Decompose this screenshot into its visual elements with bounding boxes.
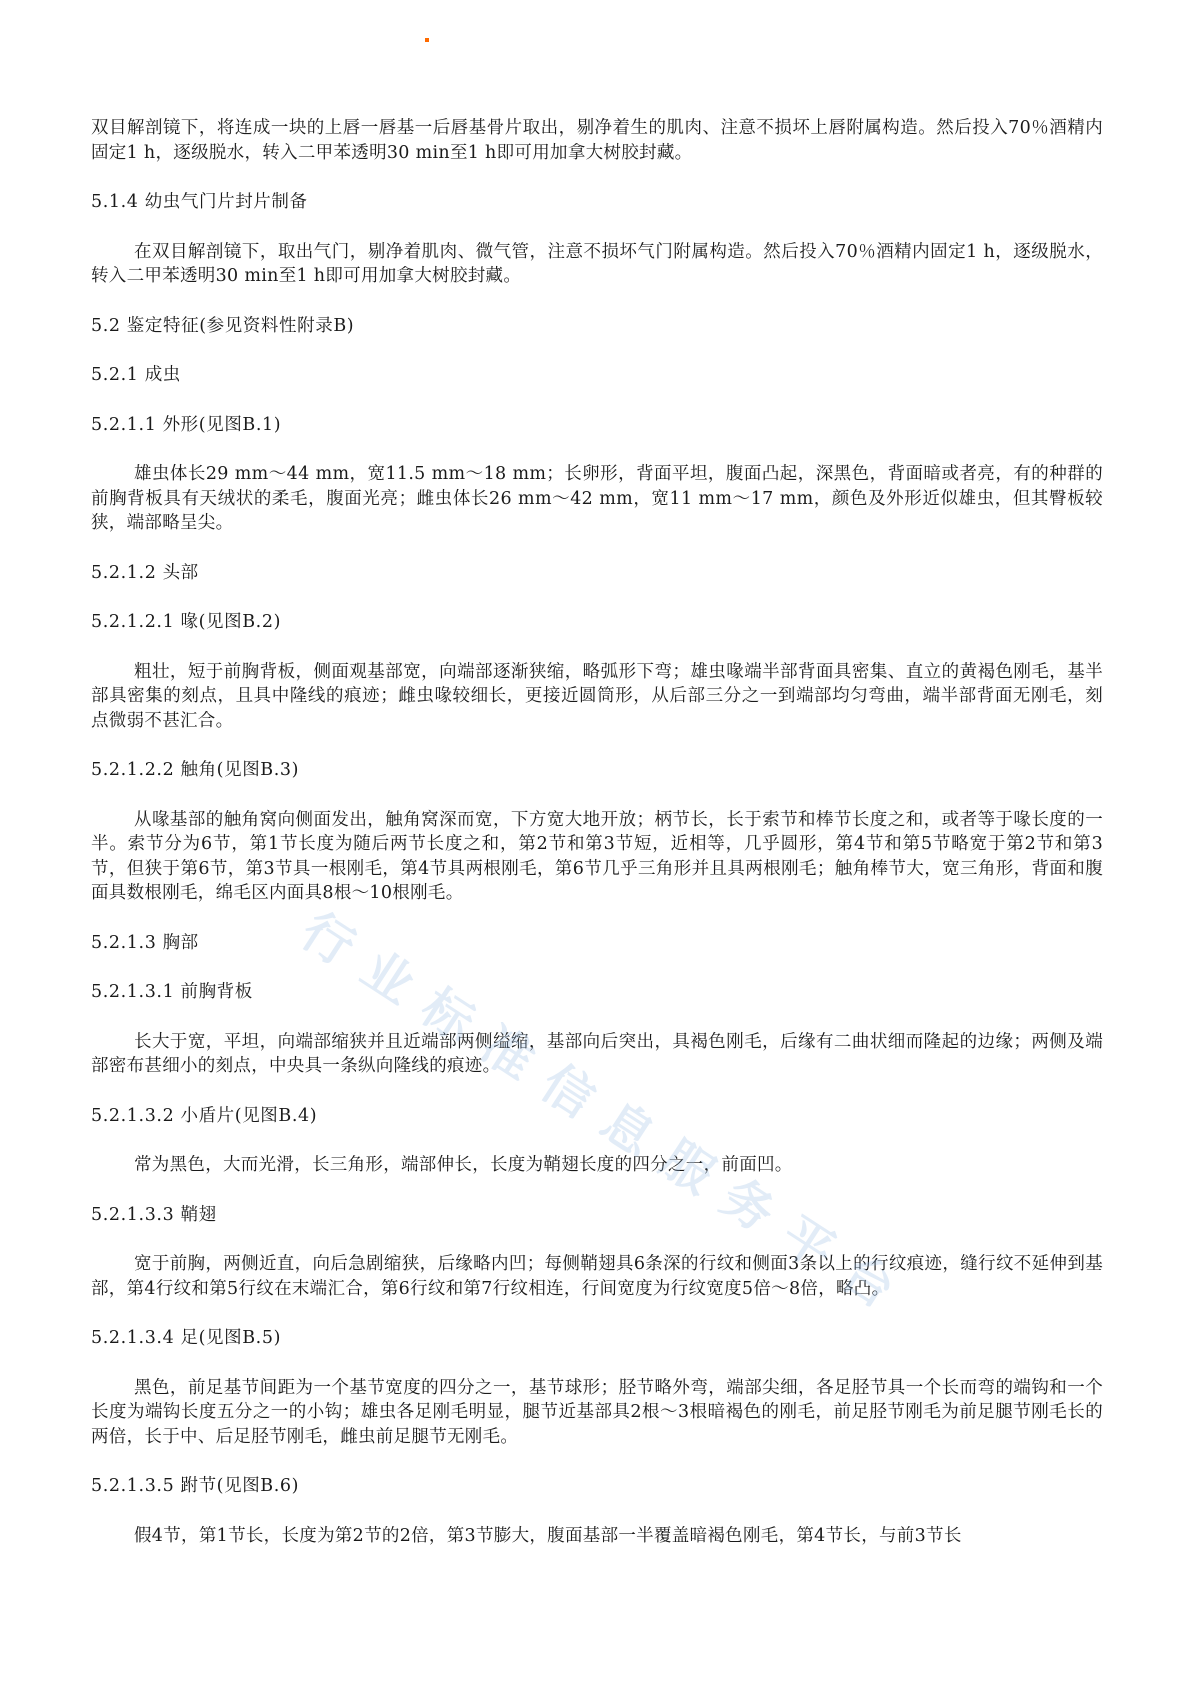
- section-heading: 5.2 鉴定特征(参见资料性附录B): [91, 315, 355, 336]
- section-heading: 5.2.1.3.1 前胸背板: [91, 982, 253, 1002]
- watermark-char: 服: [651, 1129, 725, 1206]
- section-heading: 5.2.1.2.2 触角(见图B.3): [91, 760, 300, 780]
- watermark-char: 台: [831, 1243, 905, 1320]
- body-paragraph: 在双目解剖镜下，取出气门，剔净着肌肉、微气管，注意不损坏气门附属构造。然后投入70％酒精内固定1 h，逐级脱水，转入二甲苯透明30 min至1 h即可用加拿大树胶封藏。: [91, 241, 1103, 286]
- section-heading: 5.2.1.2.1 喙(见图B.2): [91, 612, 281, 632]
- watermark-char: 务: [711, 1167, 785, 1244]
- body-paragraph: 双目解剖镜下，将连成一块的上唇一唇基一后唇基骨片取出，剔净着生的肌肉、注意不损坏上唇附属构造。然后投入70％酒精内固定1 h，逐级脱水，转入二甲苯透明30 min至1 h即可用加拿大树胶封藏。: [91, 118, 1103, 163]
- section-heading: 5.2.1.1 外形(见图B.1): [91, 414, 282, 435]
- section-heading: 5.2.1.3 胸部: [91, 932, 199, 953]
- watermark-char: 息: [591, 1091, 665, 1168]
- document-body: [91, 116, 1103, 1573]
- orange-dot-marker: [425, 38, 429, 42]
- body-paragraph: 黑色，前足基节间距为一个基节宽度的四分之一，基节球形；胫节略外弯，端部尖细，各足胫节具一个长而弯的端钩和一个长度为端钩长度五分之一的小钩；雄虫各足刚毛明显，腿节近基部具2根～3根暗褐色的刚毛，前足胫节刚毛为前足腿节刚毛长的两倍，长于中、后足胫节刚毛，雌虫前足腿节无刚毛。: [91, 1377, 1103, 1447]
- body-paragraph: 雄虫体长29 mm～44 mm，宽11.5 mm～18 mm；长卵形，背面平坦，腹面凸起，深黑色，背面暗或者亮，有的种群的前胸背板具有天绒状的柔毛，腹面光亮；雌虫体长26 mm～42 mm，宽11 mm～17 mm，颜色及外形近似雄虫，但其臀板较狭，端部略呈尖。: [91, 464, 1103, 533]
- body-paragraph: 从喙基部的触角窝向侧面发出，触角窝深而宽，下方宽大地开放；柄节长，长于索节和棒节长度之和，或者等于喙长度的一半。索节分为6节，第1节长度为随后两节长度之和，第2节和第3节短，近相等，几乎圆形，第4节和第5节略宽于第2节和第3节，但狭于第6节，第3节具一根刚毛，第4节具两根刚毛，第6节几乎三角形并且具两根刚毛；触角棒节大，宽三角形，背面和腹面具数根刚毛，绵毛区内面具8根～10根刚毛。: [91, 809, 1103, 903]
- watermark-char: 信: [531, 1053, 605, 1130]
- watermark-char: 平: [771, 1205, 845, 1282]
- section-heading: 5.2.1.3.2 小盾片(见图B.4): [91, 1105, 318, 1126]
- watermark-char: 准: [471, 1015, 545, 1092]
- body-paragraph: 假4节，第1节长，长度为第2节的2倍，第3节膨大，腹面基部一半覆盖暗褐色刚毛，第4节长，与前3节长: [134, 1525, 962, 1546]
- section-heading: 5.2.1.2 头部: [91, 562, 199, 583]
- watermark-char: 行: [291, 901, 365, 978]
- body-paragraph: 宽于前胸，两侧近直，向后急剧缩狭，后缘略内凹；每侧鞘翅具6条深的行纹和侧面3条以上的行纹痕迹，缝行纹不延伸到基部，第4行纹和第5行纹在末端汇合，第6行纹和第7行纹相连，行间宽度为行纹宽度5倍～8倍，略凸。: [91, 1254, 1103, 1299]
- watermark-char: 标: [411, 977, 485, 1054]
- body-paragraph: 常为黑色，大而光滑，长三角形，端部伸长，长度为鞘翅长度的四分之一，前面凹。: [134, 1155, 793, 1175]
- watermark-char: 业: [351, 939, 425, 1016]
- section-heading: 5.2.1.3.5 跗节(见图B.6): [91, 1476, 300, 1496]
- section-heading: 5.1.4 幼虫气门片封片制备: [91, 192, 308, 212]
- section-heading: 5.2.1.3.3 鞘翅: [91, 1204, 217, 1225]
- section-heading: 5.2.1.3.4 足(见图B.5): [91, 1328, 281, 1348]
- section-heading: 5.2.1 成虫: [91, 365, 181, 385]
- body-paragraph: 长大于宽，平坦，向端部缩狭并且近端部两侧缢缩，基部向后突出，具褐色刚毛，后缘有二曲状细而隆起的边缘；两侧及端部密布甚细小的刻点，中央具一条纵向隆线的痕迹。: [91, 1031, 1103, 1076]
- body-paragraph: 粗壮，短于前胸背板，侧面观基部宽，向端部逐渐狭缩，略弧形下弯；雄虫喙端半部背面具密集、直立的黄褐色刚毛，基半部具密集的刻点，且具中隆线的痕迹；雌虫喙较细长，更接近圆筒形，从后部三分之一到端部均匀弯曲，端半部背面无刚毛，刻点微弱不甚汇合。: [91, 661, 1103, 731]
